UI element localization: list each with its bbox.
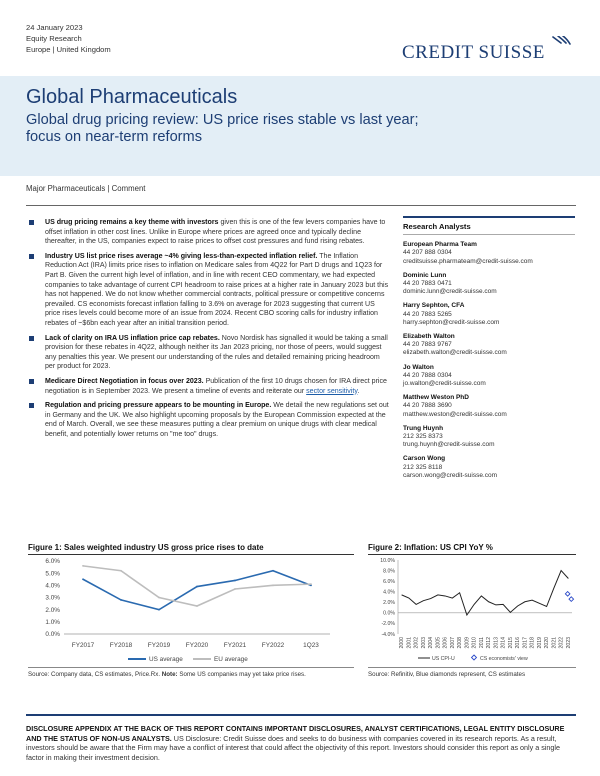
data-point	[82, 565, 84, 567]
x-tick-label: 2006	[442, 637, 449, 649]
x-tick-label: 2019	[536, 637, 543, 649]
figure1-title: Figure 1: Sales weighted industry US gross price rises to date	[28, 543, 264, 552]
series-line-us-average	[83, 571, 311, 610]
x-tick-label: 2023	[565, 637, 572, 649]
data-point	[234, 580, 236, 582]
analyst-name: Harry Sephton, CFA	[403, 302, 465, 310]
legend-label: US average	[149, 656, 183, 664]
bullet-body: We detail the new regulations set out in Germany and the UK. We also highlight upcoming proposals by the European Commission expected at the end of March. Overall, we see these measures putting a clear premium on unique drugs with clear medical benefit, and potentially lower returns on "me too" drugs.	[45, 402, 389, 438]
legend-label: US CPI-U	[432, 656, 455, 662]
bullet-lead: Industry US list price rises average ~4% giving less-than-expected inflation relief.	[45, 252, 318, 260]
x-tick-label: 2008	[457, 637, 464, 649]
analyst-name: European Pharma Team	[403, 241, 477, 249]
cs-forecast-diamond	[569, 597, 574, 602]
analyst-email[interactable]: creditsuisse.pharmateam@credit-suisse.com	[403, 257, 533, 265]
analyst-entry	[403, 302, 575, 327]
y-tick-label: 6.0%	[383, 578, 395, 585]
analyst-phone: 212 325 8118	[403, 463, 443, 471]
figure1-bottom-rule	[28, 667, 354, 668]
x-tick-label: FY2021	[223, 642, 247, 649]
analyst-email[interactable]: harry.sephton@credit-suisse.com	[403, 318, 500, 326]
data-point	[234, 588, 236, 590]
data-point	[158, 597, 160, 599]
x-tick-label: FY2022	[261, 642, 285, 649]
x-tick-label: 2007	[449, 637, 456, 649]
analyst-email[interactable]: trung.huynh@credit-suisse.com	[403, 441, 495, 449]
x-tick-label: 2012	[486, 637, 493, 649]
x-tick-label: 2011	[478, 637, 485, 649]
y-tick-label: 6.0%	[45, 558, 60, 566]
bullet-item	[28, 252, 390, 329]
y-tick-label: 0.0%	[383, 610, 395, 617]
bullet-item	[28, 218, 390, 247]
y-tick-label: 2.0%	[45, 606, 60, 614]
x-tick-label: FY2020	[185, 642, 209, 649]
analyst-phone: 44 20 7883 9767	[403, 341, 452, 349]
analysts-heading: Research Analysts	[403, 216, 575, 235]
data-point	[272, 570, 274, 572]
x-tick-label: 2004	[428, 637, 435, 649]
data-point	[158, 609, 160, 611]
y-tick-label: 3.0%	[45, 594, 60, 602]
analyst-entry	[403, 394, 575, 419]
series-line-us-cpi	[402, 571, 569, 615]
analyst-phone: 212 325 8373	[403, 433, 443, 441]
research-analysts-panel	[403, 216, 575, 480]
x-tick-label: 2013	[493, 637, 500, 649]
x-tick-label: FY2018	[109, 642, 133, 649]
figure2-title: Figure 2: Inflation: US CPI YoY %	[368, 543, 493, 552]
bullet-tail: .	[357, 387, 360, 395]
analyst-phone: 44 20 7883 5265	[403, 310, 452, 318]
x-tick-label: 2009	[464, 637, 471, 649]
report-date: 24 January 2023	[26, 23, 83, 32]
figure2-bottom-rule	[368, 667, 576, 668]
bullet-item	[28, 377, 390, 396]
logo-text: CREDIT SUISSE	[402, 42, 545, 60]
bullet-body: Novo Nordisk has signalled it would be taking a small provision for these rebates in 4Q22, although neither its Jan 2023 pricing, nor those of peers, would suggest any penalties this year. We present our understanding of the rules and detailed remaining pricing headroom per product for 2023.	[45, 334, 388, 371]
figure1-rule	[28, 554, 354, 555]
figure1-source: Source: Company data, CS estimates, Price.Rx. Note: Some US companies may yet take price rises.	[28, 671, 306, 678]
cs-forecast-diamond	[565, 592, 570, 597]
analyst-phone: 44 20 7888 0304	[403, 371, 452, 379]
x-tick-label: 2014	[500, 637, 507, 649]
analyst-name: Carson Wong	[403, 455, 446, 463]
bullet-lead: Lack of clarity on IRA US inflation price cap rebates.	[45, 334, 220, 342]
analyst-name: Trung Huynh	[403, 424, 444, 432]
analyst-entry	[403, 333, 575, 358]
bullet-body: The Inflation Reduction Act (IRA) limits price rises to inflation on Medicare sales from 4Q22 for Part D drugs and 1Q23 for Part B. Given the current high level of inflation, and in line with recent CEO commentary, we had expected companies to take advantage of current CPI headroom to raise prices at a higher rate in January 2023 but this has not happened. We do not know whether commercial contracts, political pressure or competitive concerns prevailed. CS economists forecast inflation falling to 3.6% on average for 2023 suggesting that current US price rises levels could become more of an issue from 2024. Recent CBO scoring calls for industry inflation rebates of ~$6bn each year after an initial transition period.	[45, 252, 389, 327]
y-tick-label: 10.0%	[380, 557, 395, 564]
x-tick-label: 2000	[399, 637, 406, 649]
x-tick-label: 2003	[420, 637, 427, 649]
x-tick-label: 2015	[507, 637, 514, 649]
analyst-email[interactable]: carson.wong@credit-suisse.com	[403, 471, 498, 479]
analyst-phone: 44 20 7883 0471	[403, 280, 452, 288]
data-point	[120, 599, 122, 601]
figure1-legend	[28, 638, 354, 668]
y-tick-label: -2.0%	[381, 621, 395, 628]
x-tick-label: 2020	[544, 637, 551, 649]
data-point	[310, 583, 312, 585]
report-region: Europe | United Kingdom	[26, 45, 111, 54]
page-title: Global Pharmaceuticals	[26, 86, 238, 108]
analyst-entry	[403, 241, 575, 266]
figure1-chart	[28, 556, 358, 638]
data-point	[272, 584, 274, 586]
data-point	[120, 570, 122, 572]
summary-bullets	[28, 218, 390, 444]
sector-line: Major Pharmaceuticals | Comment	[26, 184, 146, 193]
analyst-name: Elizabeth Walton	[403, 333, 455, 341]
figure2-rule	[368, 554, 576, 555]
bullet-lead: US drug pricing remains a key theme with investors	[45, 219, 219, 226]
bullet-square-icon	[29, 220, 34, 225]
analyst-email[interactable]: elizabeth.walton@credit-suisse.com	[403, 349, 507, 357]
x-tick-label: 1Q23	[303, 642, 319, 649]
bullet-square-icon	[29, 336, 34, 341]
x-tick-label: 2016	[515, 637, 522, 649]
y-tick-label: 5.0%	[45, 570, 60, 578]
analyst-name: Dominic Lunn	[403, 271, 447, 279]
analyst-entry	[403, 272, 575, 297]
disclaimer-rule	[26, 714, 576, 716]
data-point	[82, 578, 84, 580]
x-tick-label: 2005	[435, 637, 442, 649]
y-tick-label: 1.0%	[45, 619, 60, 627]
analyst-email[interactable]: matthew.weston@credit-suisse.com	[403, 410, 507, 418]
bullet-item	[28, 334, 390, 372]
legend-label: CS economists' view	[480, 656, 528, 662]
disclosure-bold: DISCLOSURE APPENDIX AT THE BACK OF THIS REPORT CONTAINS IMPORTANT DISCLOSURES, ANALYST CERTIFICATIONS, LEGAL ENTITY DISCLOSURE AND THE STATUS OF NON-US ANALYSTS.	[26, 724, 565, 743]
bullet-square-icon	[29, 403, 34, 408]
bullet-lead: Medicare Direct Negotiation in focus over 2023.	[45, 377, 204, 385]
analyst-email[interactable]: dominic.lunn@credit-suisse.com	[403, 288, 497, 296]
y-tick-label: 4.0%	[45, 582, 60, 590]
bullet-square-icon	[29, 254, 34, 259]
y-tick-label: 0.0%	[45, 631, 60, 638]
legend-swatch	[472, 655, 477, 660]
report-meta	[26, 22, 111, 55]
analyst-phone: 44 20 7888 3690	[403, 402, 452, 410]
data-point	[196, 586, 198, 588]
page-subtitle: Global drug pricing review: US price rises stable vs last year; focus on near-term reforms	[26, 112, 419, 145]
figure2-source: Source: Refinitiv, Blue diamonds represent, CS estimates	[368, 671, 526, 678]
x-tick-label: 2010	[471, 637, 478, 649]
y-tick-label: -4.0%	[381, 631, 395, 638]
analyst-entry	[403, 425, 575, 450]
x-tick-label: 2017	[522, 637, 529, 649]
analyst-name: Jo Walton	[403, 363, 434, 371]
analyst-entry	[403, 455, 575, 480]
analyst-name: Matthew Weston PhD	[403, 394, 469, 402]
figure2-chart	[368, 556, 578, 666]
bullet-item	[28, 401, 390, 439]
data-point	[196, 605, 198, 607]
x-tick-label: 2021	[551, 637, 558, 649]
credit-suisse-logo	[402, 36, 574, 60]
sector-sensitivity-link[interactable]: sector sensitivity	[306, 387, 358, 395]
x-tick-label: 2018	[529, 637, 536, 649]
y-tick-label: 4.0%	[383, 589, 395, 596]
y-tick-label: 2.0%	[383, 600, 395, 607]
report-department: Equity Research	[26, 34, 82, 43]
bullet-lead: Regulation and pricing pressure appears to be mounting in Europe.	[45, 402, 272, 410]
y-tick-label: 8.0%	[383, 568, 395, 575]
disclosure-text: US Disclosure: Credit Suisse does and seeks to do business with companies covered in its research reports. As a result, investors should be aware that the Firm may have a conflict of interest that could affect the objectivity of this report. Investors should consider this report as only a single factor in making their investment decision.	[26, 733, 561, 762]
legend-label: EU average	[214, 656, 248, 664]
analyst-email[interactable]: jo.walton@credit-suisse.com	[403, 380, 486, 388]
sector-divider	[26, 205, 576, 206]
x-tick-label: 2022	[558, 637, 565, 649]
analyst-phone: 44 207 888 0304	[403, 249, 452, 257]
x-tick-label: 2001	[406, 637, 413, 649]
analyst-list	[403, 241, 575, 480]
bullet-body: given this is one of the few levers companies have to offset inflation in other cost lines. Unlike in Europe where prices are agreed once and typically decline thereafter, in the US, companies expect to raise prices to offset cost pressures and fund rising rebates.	[45, 219, 386, 246]
x-tick-label: FY2017	[71, 642, 95, 649]
bullet-square-icon	[29, 379, 34, 384]
disclosure-notice	[26, 724, 576, 762]
x-tick-label: FY2019	[147, 642, 171, 649]
bullet-body: Publication of the first 10 drugs chosen for IRA direct price negotiation is in September 2023. We present a timeline of events and reiterate our	[45, 377, 387, 395]
analyst-entry	[403, 364, 575, 389]
x-tick-label: 2002	[413, 637, 420, 649]
